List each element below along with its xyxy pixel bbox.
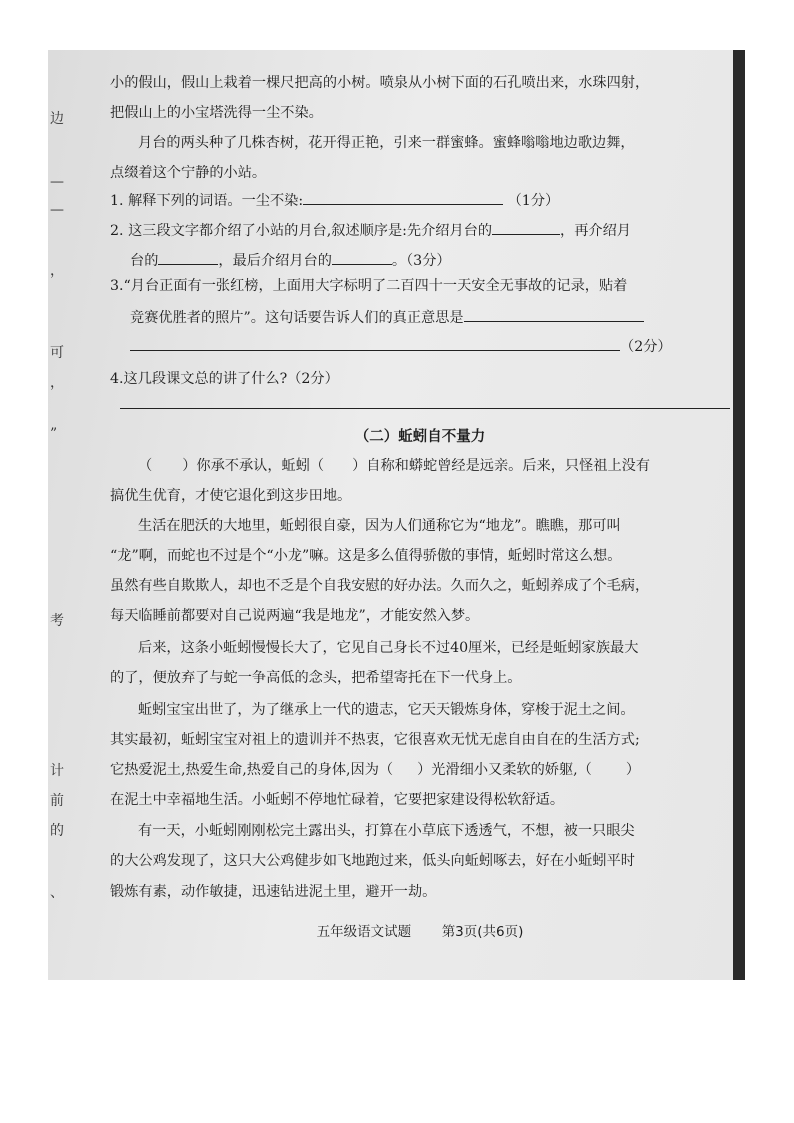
question-3-answer-line [130, 336, 672, 356]
passage-text: ）你承不承认，蚯蚓（ [182, 458, 325, 474]
answer-blank[interactable] [158, 250, 218, 265]
passage-text: ）光滑细小又柔软的娇躯,（ [417, 762, 592, 778]
question-2-continued [130, 250, 451, 270]
question-text: 台的 [130, 253, 159, 269]
scanned-page-photo [48, 50, 745, 980]
passage-line: 锻炼有素，动作敏捷，迅速钻进泥土里，避开一劫。 [110, 884, 437, 900]
passage-line [138, 456, 650, 476]
prev-page-char: 、 [50, 885, 64, 901]
section-title: （二）蚯蚓自不量力 [354, 429, 486, 445]
passage-line: 在泥土中幸福地生活。小蚯蚓不停地忙碌着，它要把家建设得松软舒适。 [110, 792, 565, 808]
question-text: 解释下列的词语。一尘不染: [128, 193, 304, 209]
footer-page-number: 第3页(共6页) [441, 924, 524, 940]
answer-blank[interactable] [492, 220, 560, 235]
exam-page [110, 50, 730, 980]
prev-page-char: ， [50, 375, 64, 391]
question-1 [110, 190, 559, 210]
passage-line: 小的假山，假山上栽着一棵尺把高的小树。喷泉从小树下面的石孔喷出来，水珠四射， [110, 75, 650, 91]
passage-line: 搞优生优育，才使它退化到这步田地。 [110, 488, 352, 504]
passage-line: 的了，便放弃了与蛇一争高低的念头，把希望寄托在下一代身上。 [110, 670, 522, 686]
question-score: 。（3分） [391, 253, 451, 269]
prev-page-char: 的 [50, 823, 64, 839]
passage-text: ） [625, 762, 641, 778]
passage-line: 蚯蚓宝宝出世了，为了继承上一代的遗志，它天天锻炼身体，穿梭于泥土之间。 [138, 702, 635, 718]
passage-line: 有一天，小蚯蚓刚刚松完土露出头，打算在小草底下透透气，不想，被一只眼尖 [138, 823, 635, 839]
passage-line [110, 760, 640, 780]
passage-text: ）自称和蟒蛇曾经是远亲。后来，只怪祖上没有 [352, 458, 651, 474]
question-2 [110, 220, 631, 240]
question-4 [110, 369, 339, 389]
question-text: ，最后介绍月台的 [218, 253, 332, 269]
question-3-continued [130, 307, 644, 327]
question-text: “月台正面有一张红榜，上面用大字标明了二百四十一天安全无事故的记录，贴着 [123, 278, 628, 294]
passage-line: 的大公鸡发现了，这只大公鸡健步如飞地跑过来，低头向蚯蚓啄去，好在小蚯蚓平时 [110, 853, 635, 869]
question-3 [110, 276, 627, 296]
passage-line: 虽然有些自欺欺人，却也不乏是个自我安慰的好办法。久而久之，蚯蚓养成了个毛病， [110, 578, 650, 594]
passage-line: 点缀着这个宁静的小站。 [110, 165, 267, 181]
passage-line: 后来，这条小蚯蚓慢慢长大了，它见自己身长不过40厘米，已经是蚯蚓家族最大 [138, 640, 639, 656]
question-number: 3. [110, 278, 124, 294]
question-text: 这几段课文总的讲了什么?（2分） [123, 371, 339, 387]
passage-line: 月台的两头种了几株杏树，花开得正艳，引来一群蜜蜂。蜜蜂嗡嗡地边歌边舞， [138, 135, 635, 151]
passage-line: “龙”啊，而蛇也不过是个“小龙”嘛。这是多么值得骄傲的事情，蚯蚓时常这么想。 [110, 548, 622, 564]
prev-page-char: 计 [50, 763, 64, 779]
question-text: 竞赛优胜者的照片”。这句话要告诉人们的真正意思是 [130, 310, 464, 326]
question-number: 4. [110, 371, 124, 387]
passage-line: 生活在肥沃的大地里，蚯蚓很自豪，因为人们通称它为“地龙”。瞧瞧，那可叫 [138, 518, 621, 534]
answer-line[interactable] [120, 408, 730, 409]
photo-dark-edge [733, 50, 745, 980]
prev-page-char: 前 [50, 793, 64, 809]
question-number: 1. [110, 193, 124, 209]
footer-exam-name: 五年级语文试题 [316, 924, 412, 940]
question-score: （2分） [620, 339, 672, 355]
prev-page-char: 考 [50, 613, 64, 629]
previous-page-edge [48, 50, 76, 980]
page-footer [110, 922, 730, 942]
passage-line: 每天临睡前都要对自己说两遍“我是地龙”，才能安然入梦。 [110, 608, 480, 624]
passage-text: 它热爱泥土,热爱生命,热爱自己的身体,因为（ [110, 762, 394, 778]
question-number: 2. [110, 223, 124, 239]
answer-blank[interactable] [332, 250, 392, 265]
passage-line: 其实最初，蚯蚓宝宝对祖上的遗训并不热衷，它很喜欢无忧无虑自由自在的生活方式; [110, 732, 640, 748]
answer-blank[interactable] [464, 307, 644, 322]
question-text: 这三段文字都介绍了小站的月台,叙述顺序是:先介绍月台的 [128, 223, 493, 239]
prev-page-char: 边 [50, 111, 64, 127]
prev-page-char: ， [50, 263, 64, 279]
prev-page-char: — [50, 202, 64, 218]
prev-page-char: ” [50, 426, 58, 442]
answer-blank[interactable] [130, 336, 620, 351]
question-score: （1分） [507, 193, 560, 209]
prev-page-char: 可 [50, 345, 64, 361]
answer-blank[interactable] [303, 190, 503, 205]
passage-line: 把假山上的小宝塔洗得一尘不染。 [110, 105, 323, 121]
paren-open: （ [138, 458, 153, 474]
prev-page-char: — [50, 174, 64, 190]
question-text: ，再介绍月 [560, 223, 631, 239]
